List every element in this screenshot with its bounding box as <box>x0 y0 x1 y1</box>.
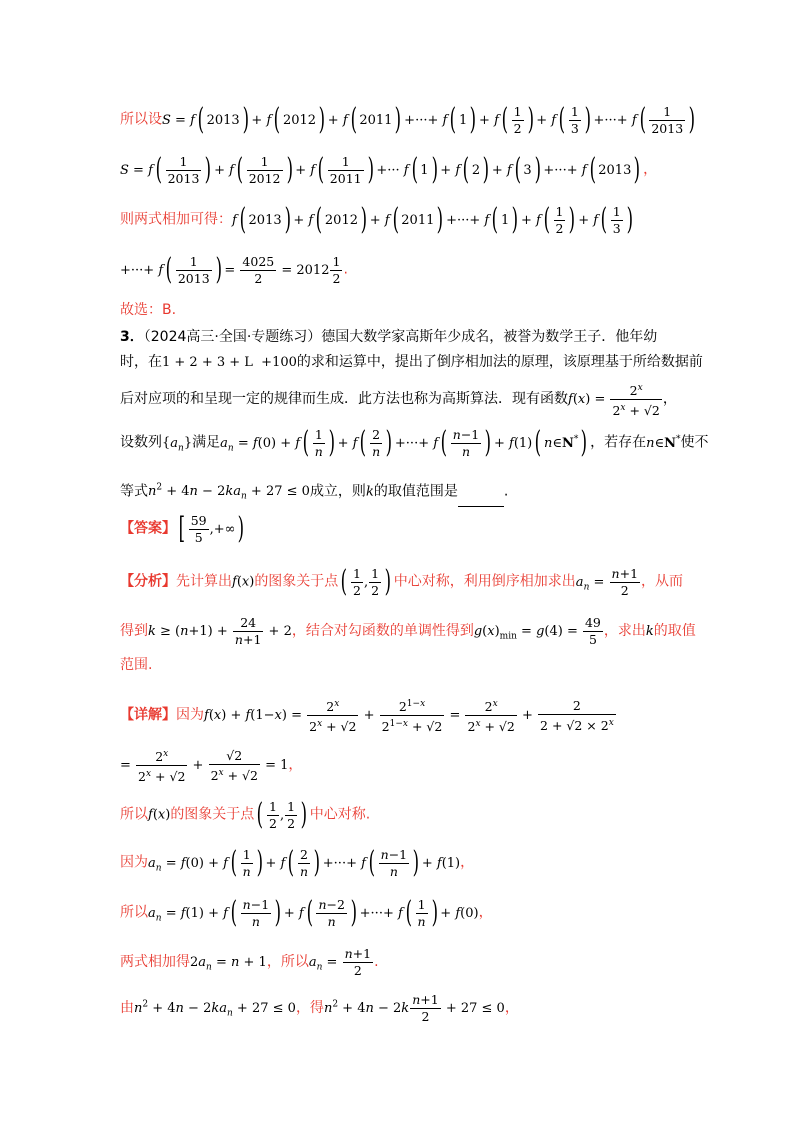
text-so-let: 所以设 <box>120 111 162 128</box>
detail-line-7: 由$n^2 + 4n - 2ka_n + 27 \le 0$，得$n^2 + 4n - 2k$ $\frac{n+1}{2}$ + 27 ≤ 0， <box>120 992 519 1024</box>
detail-line-4: 因为$a_n = f(0) + f$( $\frac{1}{n}$ ) + f( $\frac{2}{n}$ ) +···+ f( $\frac{n-1}{n}$ ) + f(1)， <box>120 845 475 880</box>
problem-number: 3． <box>120 329 144 345</box>
problem-line-1 <box>120 327 657 347</box>
reverse-sum-line: S = f( $\frac{1}{2013}$ ) + f( $\frac{1}{2012}$ ) + f( $\frac{1}{2011}$ ) +··· f( 1) + f( 2) + f( 3) +···+ f( 2013) ， <box>120 152 658 187</box>
detail-line-5: 所以$a_n = f(1) + f$( $\frac{n-1}{n}$ ) + f( $\frac{n-2}{n}$ ) +···+ f( $\frac{1}{n}$ ) + f(0)， <box>120 895 493 930</box>
formula-result: +···+ f( $\frac{1}{2013}$ ) = $\frac{4025}{2}$ = 2012 $\frac{1}{2}$ <box>120 252 341 287</box>
problem-source: （2024高三·全国·专题练习） <box>143 329 322 345</box>
answer-range: [ $\frac{59}{5}$ ,+∞) <box>178 511 245 546</box>
sum-definition-line <box>120 103 698 137</box>
problem-line-2: 时，在1 + 2 + 3 + L +100的求和运算中，提出了倒序相加法的原理，该原理基于所给数据前 <box>120 354 703 370</box>
analysis-label: 【分析】 <box>120 573 176 590</box>
answer-label: 【答案】 <box>120 520 176 537</box>
formula-S-reverse: S = f( $\frac{1}{2013}$ ) + f( $\frac{1}{2012}$ ) + f( $\frac{1}{2011}$ ) +··· f( 1) + f( 2) + f( 3) +···+ f( 2013) <box>120 152 641 187</box>
formula-add: f( 2013) + f( 2012) + f( 2011) +···+ f( 1) + f( $\frac{1}{2}$ ) + f( $\frac{1}{3}$ ) <box>232 202 633 237</box>
detail-line-6: 两式相加得$2a_n = n + 1$，所以$a_n$ = $\frac{n+1}{2}$ . <box>120 946 379 978</box>
analysis-line-3: 范围. <box>120 657 153 673</box>
analysis-line-1: 【分析】先计算出f(x)的图象关于点( $\frac{1}{2}$ , $\frac{1}{2}$ ) 中心对称，利用倒序相加求出$a_n$ = $\frac{n+1}{2}$ ，从而 <box>120 564 684 599</box>
answer-line <box>120 512 247 546</box>
problem-line-5: 等式$n^2 + 4n - 2ka_n + 27 \le 0$成立，则k的取值范围是 . <box>120 478 508 507</box>
problem-text-1: 德国大数学家高斯年少成名，被誉为数学王子．他年幼 <box>321 329 658 345</box>
analysis-line-2: 得到k ≥ (n+1) + $\frac{24}{n+1}$ + 2，结合对勾函数的单调性得到$g(x)_{min} = g(4)$ = $\frac{49}{5}$ ，求出k的取值 <box>120 615 696 647</box>
text-add-two: 则两式相加可得： <box>120 211 232 228</box>
formula-seq: $\{a_n\}$ <box>162 435 193 454</box>
detail-label: 【详解】 <box>120 707 176 724</box>
problem-line-4: 设数列$\{a_n\}$满足$a_n = f(0) + f$( $\frac{1}{n}$ ) + f( $\frac{2}{n}$ ) +···+ f( $\frac{n-1}{n}$ ) + f(1)( n∈N*) ，若存在n∈N*使不 <box>120 425 709 460</box>
problem-line-3: 后对应项的和呈现一定的规律而生成．此方法也称为高斯算法．现有函数f(x) = $\frac{2^x}{2^x + √2}$ ， <box>120 380 677 419</box>
detail-line-3: 所以f(x)的图象关于点( $\frac{1}{2}$ , $\frac{1}{2}$ ) 中心对称. <box>120 797 371 832</box>
result-line: +···+ f( $\frac{1}{2013}$ ) = $\frac{4025}{2}$ = 2012 $\frac{1}{2}$ . <box>120 252 348 287</box>
formula-gauss-sum: 1 + 2 + 3 + L +100 <box>162 355 297 370</box>
formula-S: S = f( 2013) + f( 2012) + f( 2011) +···+ f( 1) + f( $\frac{1}{2}$ ) + f( $\frac{1}{3}$ ) +···+ f( $\frac{1}{2013}$ ) <box>162 102 696 137</box>
add-two-line <box>120 203 635 237</box>
formula-inequality: $n^2 + 4n - 2ka_n + 27 \le 0$ <box>148 483 310 502</box>
detail-line-2: = $\frac{2^x}{2^x + √2}$ + $\frac{√2}{2^x + √2}$ = 1， <box>120 747 303 785</box>
choice-line: 故选：B. <box>120 302 177 318</box>
formula-f-def: f(x) = $\frac{2^x}{2^x + √2}$ <box>568 392 663 407</box>
formula-an-def: $a_n = f(0) + f$( $\frac{1}{n}$ ) + f( $\frac{2}{n}$ ) +···+ f( $\frac{n-1}{n}$ ) + f(1)( n∈N*) <box>220 425 588 460</box>
answer-blank <box>458 492 504 507</box>
detail-line-1: 【详解】因为f(x) + f(1−x) = $\frac{2^x}{2^x + √2}$ + $\frac{2^{1-x}}{2^{1-x} + √2}$ = $\frac{2^x}{2^x + √2}$ + $\frac{2}{2 + √2 \times 2^x}$ <box>120 697 614 735</box>
